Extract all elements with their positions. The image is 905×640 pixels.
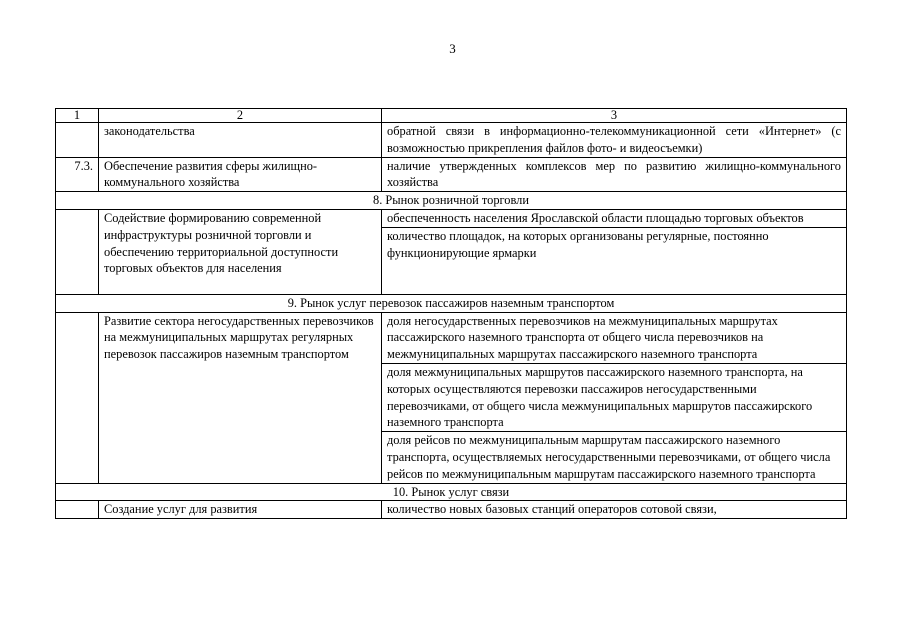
measures-table: [55, 108, 847, 519]
indicator-cell: обратной связи в информационно-телекоммуникационной сети «Интернет» (с возможностью прикрепления файлов фото- и видеосъемки): [382, 123, 847, 158]
section-row: [56, 192, 847, 210]
measure-cell: законодательства: [99, 123, 382, 158]
header-col-1: 1: [56, 109, 99, 123]
row-number: 7.3.: [56, 157, 99, 192]
row-number: [56, 209, 99, 294]
table-header-row: [56, 109, 847, 123]
indicator-cell: обеспеченность населения Ярославской области площадью торговых объектов: [382, 209, 847, 227]
section-heading: 8. Рынок розничной торговли: [56, 192, 847, 210]
indicator-cell: количество новых базовых станций операторов сотовой связи,: [382, 501, 847, 519]
table-row: [56, 312, 847, 363]
row-number: [56, 312, 99, 483]
measure-cell: Обеспечение развития сферы жилищно-коммунального хозяйства: [99, 157, 382, 192]
table-row: [56, 157, 847, 192]
section-row: [56, 483, 847, 501]
indicator-cell: доля рейсов по межмуниципальным маршрутам пассажирского наземного транспорта, осуществляемых негосударственными перевозчиками, от общего числа рейсов по межмуниципальным маршрутам пассажирского наземного транспорта: [382, 432, 847, 483]
section-heading: 10. Рынок услуг связи: [56, 483, 847, 501]
page-number: 3: [449, 41, 456, 56]
table-row: [56, 209, 847, 227]
indicator-cell: наличие утвержденных комплексов мер по развитию жилищно-коммунального хозяйства: [382, 157, 847, 192]
measure-cell: Содействие формированию современной инфраструктуры розничной торговли и обеспечению территориальной доступности торговых объектов для населения: [99, 209, 382, 294]
table-row: [56, 123, 847, 158]
indicator-cell: доля межмуниципальных маршрутов пассажирского наземного транспорта, на которых осуществляются перевозки пассажиров негосударственными перевозчиками, от общего числа межмуниципальных маршрутов пассажирского наземного транспорта: [382, 363, 847, 431]
table-row: [56, 501, 847, 519]
measure-cell: Создание услуг для развития: [99, 501, 382, 519]
header-col-2: 2: [99, 109, 382, 123]
section-heading: 9. Рынок услуг перевозок пассажиров наземным транспортом: [56, 294, 847, 312]
header-col-3: 3: [382, 109, 847, 123]
section-row: [56, 294, 847, 312]
row-number: [56, 123, 99, 158]
row-number: [56, 501, 99, 519]
indicator-cell: доля негосударственных перевозчиков на межмуниципальных маршрутах пассажирского наземного транспорта от общего числа перевозчиков на межмуниципальных маршрутах пассажирского наземного транспорта: [382, 312, 847, 363]
indicator-cell: количество площадок, на которых организованы регулярные, постоянно функционирующие ярмарки: [382, 227, 847, 294]
measure-cell: Развитие сектора негосударственных перевозчиков на межмуниципальных маршрутах регулярных перевозок пассажиров наземным транспортом: [99, 312, 382, 483]
